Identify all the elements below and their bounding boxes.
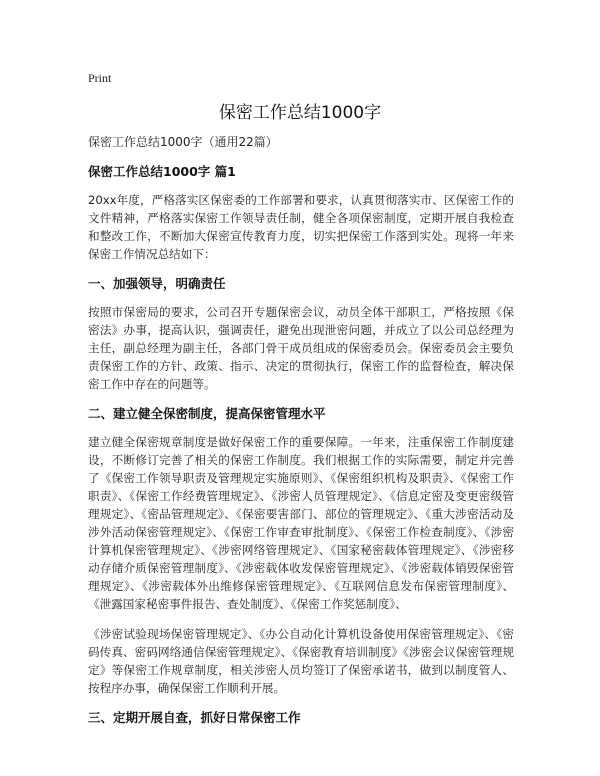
section-2-paragraph-1: 建立健全保密规章制度是做好保密工作的重要保障。一年来，注重保密工作制度建设，不断修订完善了相关的保密工作制度。我们根据工作的实际需要，制定并完善了《保密工作领导职责及管理规定实施原则》、《保密组织机构及职责》、《保密工作职责》、《保密工作经费管理规定》、《涉密人员管理规定》、《信息定密及变更密级管理规定》、《密品管理规定》、《保密要害部门、部位的管理规定》、《重大涉密活动及涉外活动保密管理规定》、《保密工作审查审批制度》、《保密工作检查制度》、《涉密计算机保密管理规定》、《涉密网络管理规定》、《国家秘密载体管理规定》、《涉密移动存储介质保密管理制度》、《涉密载体收发保密管理规定》、《涉密载体销毁保密管理规定》、《涉密载体外出维修保密管理规定》、《互联网信息发布保密管理制度》、《泄露国家秘密事件报告、查处制度》、《保密工作奖惩制度》、 [88, 435, 514, 611]
section-heading-2: 二、建立健全保密制度，提高保密管理水平 [88, 406, 326, 421]
document-body [88, 133, 514, 737]
document-title: 保密工作总结1000字 [218, 103, 382, 123]
article-heading: 保密工作总结1000字 篇1 [88, 164, 236, 179]
section-2-paragraph-2: 《涉密试验现场保密管理规定》、《办公自动化计算机设备使用保密管理规定》、《密码传真、密码网络通信保密管理规定》、《保密教育培训制度》《涉密会议保密管理规定》等保密工作规章制度，相关涉密人员均签订了保密承诺书，做到以制度管人、按程序办事，确保保密工作顺利开展。 [88, 627, 514, 695]
section-1-paragraph-1: 按照市保密局的要求，公司召开专题保密会议，动员全体干部职工，严格按照《保密法》办事，提高认识，强调责任，避免出现泄密问题，并成立了以公司总经理为主任，副总经理为副主任，各部门骨干成员组成的保密委员会。保密委员会主要负责保密工作的方针、政策、指示、决定的贯彻执行，保密工作的监督检查，解决保密工作中存在的问题等。 [88, 305, 514, 391]
section-heading-1: 一、加强领导，明确责任 [88, 276, 226, 291]
section-heading-3: 三、定期开展自查，抓好日常保密工作 [88, 710, 301, 725]
document-subtitle: 保密工作总结1000字（通用22篇） [88, 135, 278, 149]
print-label[interactable]: Print [88, 71, 112, 85]
intro-paragraph: 20xx年度，严格落实区保密委的工作部署和要求，认真贯彻落实市、区保密工作的文件精神，严格落实保密工作领导责任制，健全各项保密制度，定期开展自我检查和整改工作，不断加大保密宣传教育力度，切实把保密工作落到实处。现将一年来保密工作情况总结如下： [88, 193, 514, 261]
